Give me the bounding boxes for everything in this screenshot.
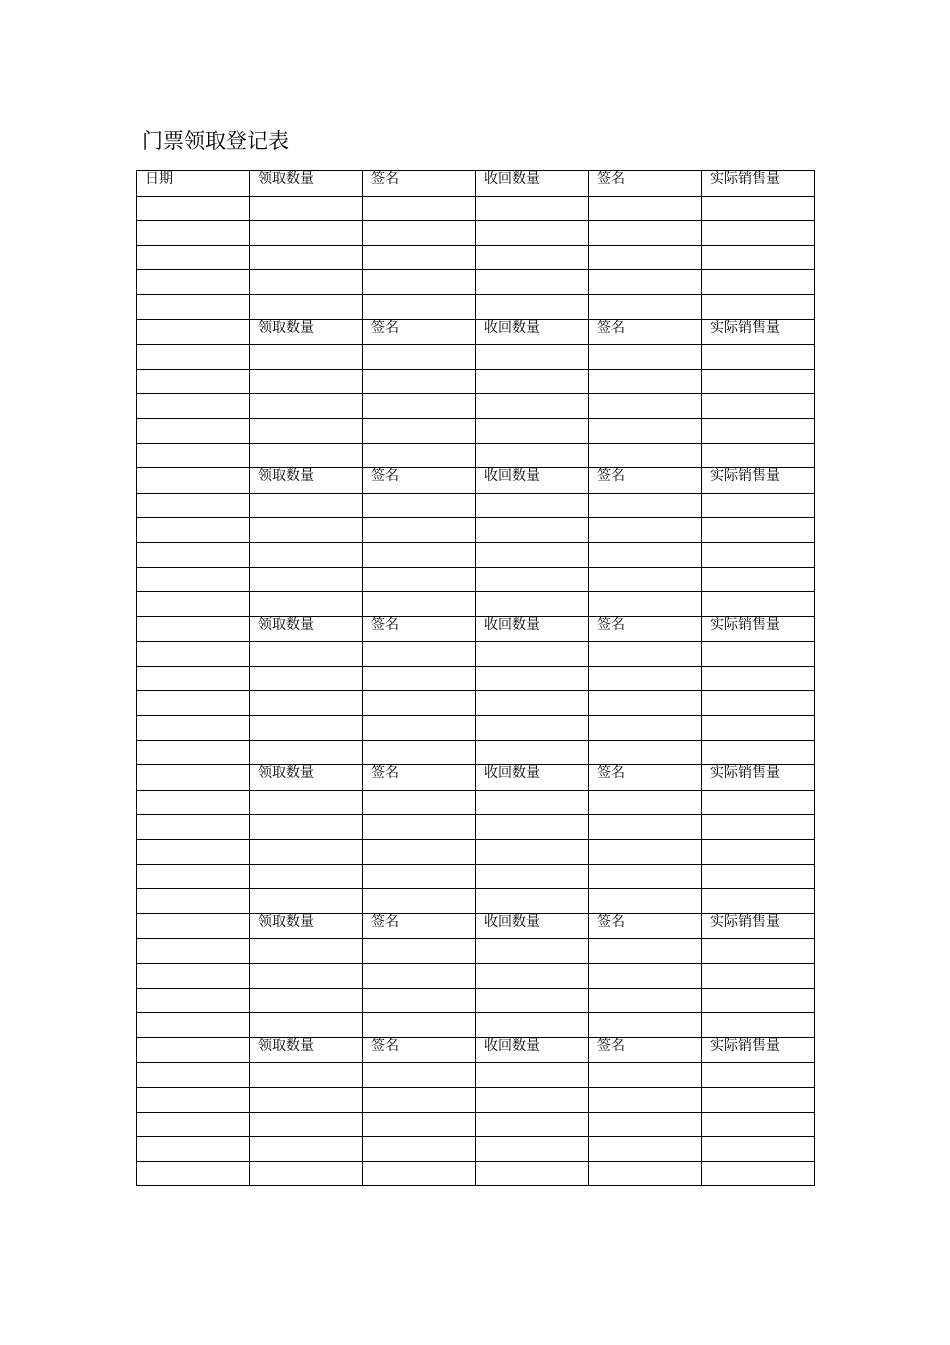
entry-cell-received-qty[interactable] [250,666,363,691]
entry-cell-received-qty[interactable] [250,394,363,419]
column-label-returned-qty: 收回数量 [476,468,589,494]
table-row [137,815,815,840]
entry-cell-signature[interactable] [363,815,476,840]
entry-cell-returned-qty[interactable] [476,691,589,716]
entry-cell-returned-qty[interactable] [476,542,589,567]
column-label-received-qty: 领取数量 [250,171,363,197]
entry-cell-actual-sales[interactable] [702,988,815,1013]
entry-cell-received-qty[interactable] [250,270,363,295]
entry-cell-date[interactable] [137,740,250,765]
table-row [137,196,815,221]
entry-cell-signature-2[interactable] [589,964,702,989]
entry-cell-actual-sales[interactable] [702,270,815,295]
table-label-row [137,616,815,642]
entry-cell-date[interactable] [137,542,250,567]
column-label-returned-qty: 收回数量 [476,616,589,642]
page-title: 门票领取登记表 [142,129,289,153]
entry-cell-actual-sales[interactable] [702,840,815,865]
entry-cell-signature-2[interactable] [589,889,702,914]
entry-cell-date[interactable] [137,592,250,617]
entry-cell-returned-qty[interactable] [476,1013,589,1038]
entry-cell-date[interactable] [137,1161,250,1186]
entry-cell-signature-2[interactable] [589,864,702,889]
entry-cell-signature[interactable] [363,740,476,765]
entry-cell-received-qty[interactable] [250,691,363,716]
entry-cell-received-qty[interactable] [250,294,363,319]
entry-cell-returned-qty[interactable] [476,592,589,617]
ticket-register-body [137,171,815,1186]
entry-cell-actual-sales[interactable] [702,1137,815,1162]
entry-cell-signature[interactable] [363,642,476,667]
entry-cell-received-qty[interactable] [250,443,363,468]
entry-cell-signature-2[interactable] [589,1137,702,1162]
entry-cell-actual-sales[interactable] [702,1087,815,1112]
entry-cell-received-qty[interactable] [250,592,363,617]
entry-cell-actual-sales[interactable] [702,294,815,319]
entry-cell-signature[interactable] [363,988,476,1013]
entry-cell-signature[interactable] [363,1137,476,1162]
entry-cell-signature-2[interactable] [589,716,702,741]
entry-cell-date[interactable] [137,1087,250,1112]
entry-cell-actual-sales[interactable] [702,889,815,914]
entry-cell-actual-sales[interactable] [702,740,815,765]
entry-cell-actual-sales[interactable] [702,691,815,716]
entry-cell-signature-2[interactable] [589,1013,702,1038]
entry-cell-actual-sales[interactable] [702,394,815,419]
entry-cell-actual-sales[interactable] [702,1013,815,1038]
entry-cell-date[interactable] [137,964,250,989]
entry-cell-date[interactable] [137,666,250,691]
column-label-signature: 签名 [363,616,476,642]
entry-cell-signature-2[interactable] [589,221,702,246]
entry-cell-date[interactable] [137,245,250,270]
entry-cell-returned-qty[interactable] [476,790,589,815]
entry-cell-signature-2[interactable] [589,988,702,1013]
entry-cell-returned-qty[interactable] [476,196,589,221]
entry-cell-date[interactable] [137,369,250,394]
entry-cell-date[interactable] [137,1063,250,1088]
entry-cell-received-qty[interactable] [250,345,363,370]
entry-cell-signature[interactable] [363,716,476,741]
table-row [137,864,815,889]
entry-cell-signature[interactable] [363,542,476,567]
entry-cell-returned-qty[interactable] [476,1161,589,1186]
entry-cell-signature[interactable] [363,221,476,246]
entry-cell-signature-2[interactable] [589,939,702,964]
entry-cell-received-qty[interactable] [250,964,363,989]
table-row [137,840,815,865]
entry-cell-actual-sales[interactable] [702,221,815,246]
table-row [137,542,815,567]
entry-cell-returned-qty[interactable] [476,1137,589,1162]
entry-cell-signature[interactable] [363,1161,476,1186]
entry-cell-signature-2[interactable] [589,1161,702,1186]
entry-cell-returned-qty[interactable] [476,964,589,989]
table-row [137,1161,815,1186]
entry-cell-received-qty[interactable] [250,988,363,1013]
entry-cell-actual-sales[interactable] [702,1063,815,1088]
entry-cell-signature-2[interactable] [589,790,702,815]
table-row [137,518,815,543]
entry-cell-signature-2[interactable] [589,196,702,221]
entry-cell-returned-qty[interactable] [476,716,589,741]
table-row [137,716,815,741]
entry-cell-date[interactable] [137,691,250,716]
entry-cell-received-qty[interactable] [250,1161,363,1186]
entry-cell-date[interactable] [137,889,250,914]
entry-cell-date[interactable] [137,716,250,741]
entry-cell-signature-2[interactable] [589,418,702,443]
entry-cell-signature[interactable] [363,1013,476,1038]
entry-cell-returned-qty[interactable] [476,443,589,468]
entry-cell-date[interactable] [137,518,250,543]
entry-cell-signature-2[interactable] [589,567,702,592]
entry-cell-returned-qty[interactable] [476,345,589,370]
column-label-returned-qty: 收回数量 [476,171,589,197]
entry-cell-returned-qty[interactable] [476,666,589,691]
entry-cell-received-qty[interactable] [250,567,363,592]
entry-cell-signature[interactable] [363,864,476,889]
table-row [137,294,815,319]
entry-cell-date[interactable] [137,294,250,319]
entry-cell-signature[interactable] [363,939,476,964]
entry-cell-date[interactable] [137,443,250,468]
table-row [137,221,815,246]
cell-date [137,913,250,939]
entry-cell-signature[interactable] [363,666,476,691]
entry-cell-signature-2[interactable] [589,245,702,270]
entry-cell-received-qty[interactable] [250,864,363,889]
entry-cell-date[interactable] [137,1137,250,1162]
entry-cell-received-qty[interactable] [250,1013,363,1038]
entry-cell-returned-qty[interactable] [476,988,589,1013]
column-label-signature-2: 签名 [589,765,702,791]
column-label-signature: 签名 [363,913,476,939]
table-label-row [137,1037,815,1063]
entry-cell-signature[interactable] [363,889,476,914]
cell-date: 日期 [137,171,250,197]
column-label-signature-2: 签名 [589,913,702,939]
table-row [137,245,815,270]
entry-cell-signature[interactable] [363,592,476,617]
table-row [137,493,815,518]
table-row [137,345,815,370]
entry-cell-actual-sales[interactable] [702,939,815,964]
entry-cell-returned-qty[interactable] [476,939,589,964]
entry-cell-actual-sales[interactable] [702,964,815,989]
entry-cell-received-qty[interactable] [250,740,363,765]
column-label-signature: 签名 [363,765,476,791]
entry-cell-signature[interactable] [363,840,476,865]
table-row [137,394,815,419]
entry-cell-returned-qty[interactable] [476,840,589,865]
entry-cell-signature-2[interactable] [589,542,702,567]
table-label-row [137,468,815,494]
column-label-received-qty: 领取数量 [250,468,363,494]
column-label-returned-qty: 收回数量 [476,765,589,791]
column-label-signature-2: 签名 [589,468,702,494]
column-label-signature: 签名 [363,319,476,345]
table-label-row [137,913,815,939]
entry-cell-actual-sales[interactable] [702,493,815,518]
entry-cell-actual-sales[interactable] [702,245,815,270]
entry-cell-date[interactable] [137,790,250,815]
entry-cell-received-qty[interactable] [250,369,363,394]
entry-cell-date[interactable] [137,939,250,964]
entry-cell-signature[interactable] [363,790,476,815]
entry-cell-date[interactable] [137,1013,250,1038]
entry-cell-received-qty[interactable] [250,815,363,840]
column-label-returned-qty: 收回数量 [476,319,589,345]
entry-cell-date[interactable] [137,988,250,1013]
entry-cell-received-qty[interactable] [250,939,363,964]
entry-cell-signature[interactable] [363,518,476,543]
column-label-actual-sales: 实际销售量 [702,468,815,494]
entry-cell-signature-2[interactable] [589,642,702,667]
entry-cell-returned-qty[interactable] [476,1063,589,1088]
entry-cell-date[interactable] [137,418,250,443]
entry-cell-returned-qty[interactable] [476,567,589,592]
cell-date [137,765,250,791]
entry-cell-returned-qty[interactable] [476,294,589,319]
entry-cell-returned-qty[interactable] [476,245,589,270]
entry-cell-returned-qty[interactable] [476,418,589,443]
entry-cell-returned-qty[interactable] [476,815,589,840]
column-label-actual-sales: 实际销售量 [702,171,815,197]
table-row [137,592,815,617]
entry-cell-signature-2[interactable] [589,740,702,765]
entry-cell-received-qty[interactable] [250,493,363,518]
entry-cell-signature[interactable] [363,443,476,468]
column-label-actual-sales: 实际销售量 [702,616,815,642]
entry-cell-signature-2[interactable] [589,840,702,865]
entry-cell-received-qty[interactable] [250,1063,363,1088]
entry-cell-signature-2[interactable] [589,443,702,468]
entry-cell-returned-qty[interactable] [476,864,589,889]
entry-cell-date[interactable] [137,493,250,518]
entry-cell-actual-sales[interactable] [702,345,815,370]
entry-cell-signature[interactable] [363,270,476,295]
entry-cell-signature-2[interactable] [589,394,702,419]
entry-cell-signature[interactable] [363,567,476,592]
entry-cell-date[interactable] [137,221,250,246]
table-row [137,740,815,765]
column-label-actual-sales: 实际销售量 [702,1037,815,1063]
entry-cell-signature-2[interactable] [589,493,702,518]
entry-cell-actual-sales[interactable] [702,1112,815,1137]
table-row [137,418,815,443]
entry-cell-received-qty[interactable] [250,245,363,270]
entry-cell-signature-2[interactable] [589,345,702,370]
column-label-signature: 签名 [363,171,476,197]
entry-cell-actual-sales[interactable] [702,716,815,741]
entry-cell-signature[interactable] [363,394,476,419]
entry-cell-returned-qty[interactable] [476,740,589,765]
entry-cell-received-qty[interactable] [250,840,363,865]
entry-cell-received-qty[interactable] [250,1112,363,1137]
entry-cell-date[interactable] [137,394,250,419]
entry-cell-received-qty[interactable] [250,716,363,741]
table-row [137,790,815,815]
entry-cell-date[interactable] [137,864,250,889]
table-row [137,443,815,468]
table-label-row [137,765,815,791]
entry-cell-signature[interactable] [363,369,476,394]
table-row [137,691,815,716]
entry-cell-actual-sales[interactable] [702,443,815,468]
table-row [137,642,815,667]
table-row [137,988,815,1013]
cell-date [137,616,250,642]
cell-date [137,1037,250,1063]
entry-cell-returned-qty[interactable] [476,518,589,543]
table-row [137,567,815,592]
table-label-row [137,171,815,197]
entry-cell-actual-sales[interactable] [702,518,815,543]
column-label-received-qty: 领取数量 [250,616,363,642]
column-label-actual-sales: 实际销售量 [702,913,815,939]
entry-cell-actual-sales[interactable] [702,567,815,592]
table-row [137,889,815,914]
entry-cell-date[interactable] [137,345,250,370]
table-row [137,1063,815,1088]
table-row [137,1112,815,1137]
column-label-actual-sales: 实际销售量 [702,319,815,345]
entry-cell-returned-qty[interactable] [476,394,589,419]
entry-cell-signature-2[interactable] [589,1063,702,1088]
entry-cell-signature-2[interactable] [589,691,702,716]
entry-cell-signature-2[interactable] [589,666,702,691]
entry-cell-date[interactable] [137,196,250,221]
entry-cell-signature-2[interactable] [589,815,702,840]
entry-cell-signature[interactable] [363,691,476,716]
entry-cell-actual-sales[interactable] [702,864,815,889]
column-label-returned-qty: 收回数量 [476,1037,589,1063]
entry-cell-returned-qty[interactable] [476,369,589,394]
table-row [137,666,815,691]
table-row [137,1087,815,1112]
column-label-received-qty: 领取数量 [250,913,363,939]
entry-cell-received-qty[interactable] [250,790,363,815]
entry-cell-actual-sales[interactable] [702,815,815,840]
entry-cell-returned-qty[interactable] [476,493,589,518]
entry-cell-signature-2[interactable] [589,294,702,319]
entry-cell-signature[interactable] [363,493,476,518]
entry-cell-signature[interactable] [363,1112,476,1137]
table-row [137,1137,815,1162]
entry-cell-received-qty[interactable] [250,1087,363,1112]
entry-cell-received-qty[interactable] [250,196,363,221]
entry-cell-received-qty[interactable] [250,221,363,246]
entry-cell-signature[interactable] [363,1063,476,1088]
entry-cell-received-qty[interactable] [250,542,363,567]
entry-cell-signature[interactable] [363,418,476,443]
entry-cell-signature-2[interactable] [589,369,702,394]
entry-cell-signature[interactable] [363,964,476,989]
entry-cell-returned-qty[interactable] [476,221,589,246]
table-row [137,369,815,394]
entry-cell-actual-sales[interactable] [702,196,815,221]
table-label-row [137,319,815,345]
table-row [137,939,815,964]
entry-cell-signature-2[interactable] [589,1112,702,1137]
entry-cell-returned-qty[interactable] [476,642,589,667]
cell-date [137,468,250,494]
ticket-register-table [136,170,815,1186]
column-label-signature-2: 签名 [589,1037,702,1063]
cell-date [137,319,250,345]
column-label-signature: 签名 [363,1037,476,1063]
column-label-signature-2: 签名 [589,319,702,345]
entry-cell-signature-2[interactable] [589,270,702,295]
entry-cell-signature[interactable] [363,245,476,270]
entry-cell-actual-sales[interactable] [702,592,815,617]
column-label-signature-2: 签名 [589,616,702,642]
entry-cell-signature[interactable] [363,294,476,319]
entry-cell-returned-qty[interactable] [476,889,589,914]
column-label-signature-2: 签名 [589,171,702,197]
column-label-received-qty: 领取数量 [250,319,363,345]
entry-cell-received-qty[interactable] [250,1137,363,1162]
entry-cell-received-qty[interactable] [250,518,363,543]
entry-cell-signature[interactable] [363,1087,476,1112]
column-label-received-qty: 领取数量 [250,765,363,791]
entry-cell-actual-sales[interactable] [702,642,815,667]
column-label-received-qty: 领取数量 [250,1037,363,1063]
entry-cell-signature-2[interactable] [589,1087,702,1112]
entry-cell-date[interactable] [137,567,250,592]
entry-cell-returned-qty[interactable] [476,1087,589,1112]
entry-cell-returned-qty[interactable] [476,1112,589,1137]
entry-cell-signature-2[interactable] [589,518,702,543]
entry-cell-signature-2[interactable] [589,592,702,617]
table-row [137,1013,815,1038]
entry-cell-returned-qty[interactable] [476,270,589,295]
table-row [137,270,815,295]
entry-cell-date[interactable] [137,270,250,295]
entry-cell-actual-sales[interactable] [702,369,815,394]
entry-cell-date[interactable] [137,815,250,840]
entry-cell-date[interactable] [137,1112,250,1137]
table-row [137,964,815,989]
column-label-signature: 签名 [363,468,476,494]
entry-cell-signature[interactable] [363,196,476,221]
entry-cell-date[interactable] [137,840,250,865]
entry-cell-date[interactable] [137,642,250,667]
entry-cell-actual-sales[interactable] [702,666,815,691]
entry-cell-received-qty[interactable] [250,418,363,443]
column-label-actual-sales: 实际销售量 [702,765,815,791]
entry-cell-actual-sales[interactable] [702,790,815,815]
entry-cell-received-qty[interactable] [250,889,363,914]
entry-cell-actual-sales[interactable] [702,1161,815,1186]
entry-cell-signature[interactable] [363,345,476,370]
entry-cell-received-qty[interactable] [250,642,363,667]
entry-cell-actual-sales[interactable] [702,418,815,443]
entry-cell-actual-sales[interactable] [702,542,815,567]
column-label-returned-qty: 收回数量 [476,913,589,939]
